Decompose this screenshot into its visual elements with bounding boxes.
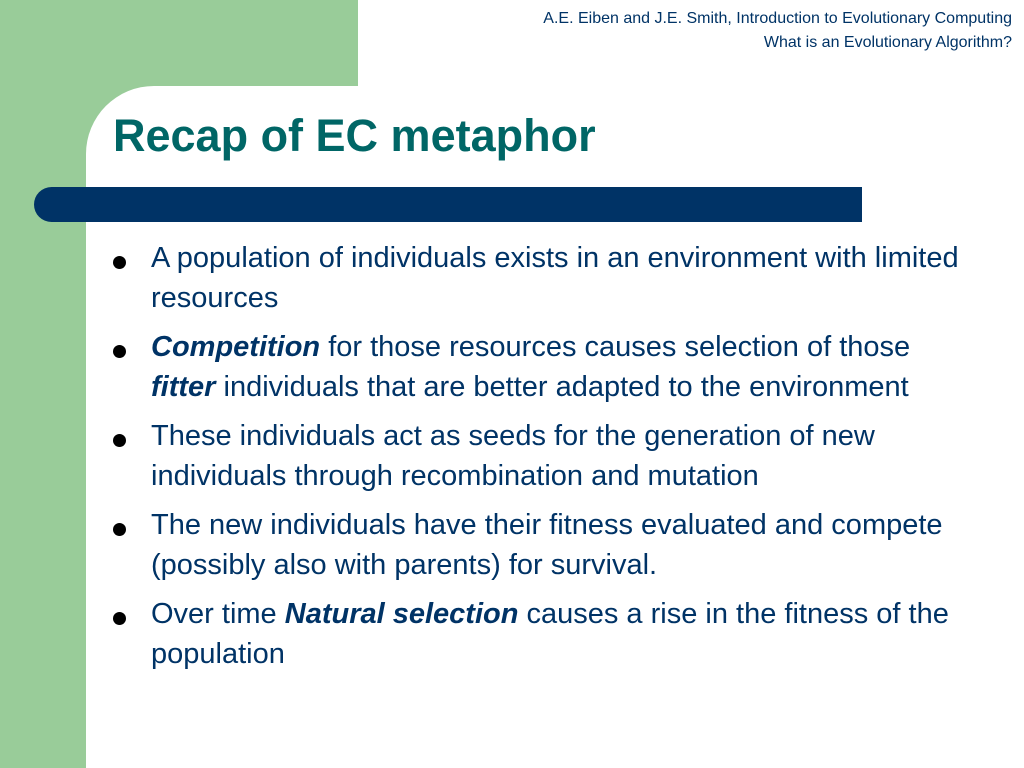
emphasis-term: Natural selection	[284, 598, 519, 630]
bullet-text	[151, 420, 875, 492]
bullet-item	[113, 416, 973, 496]
title-underline-bar	[34, 187, 862, 222]
bullet-text-segment: causes a rise in the fitness of the population	[151, 598, 949, 670]
emphasis-term: Competition	[151, 331, 321, 363]
bullet-dot-icon	[113, 256, 126, 269]
bullet-text-segment: A population of individuals exists in an environment with limited resources	[151, 242, 959, 314]
bullet-item	[113, 594, 973, 674]
bullet-dot-icon	[113, 345, 126, 358]
bullet-text-segment: These individuals act as seeds for the generation of new individuals through recombination and mutation	[151, 420, 875, 492]
slide-header	[543, 7, 1012, 55]
bullet-text	[151, 509, 943, 581]
bullet-text	[151, 598, 949, 670]
bullet-dot-icon	[113, 612, 126, 625]
header-book-title: A.E. Eiben and J.E. Smith, Introduction to Evolutionary Computing	[543, 10, 1012, 27]
bullet-dot-icon	[113, 434, 126, 447]
bullet-item	[113, 327, 973, 407]
bullet-item	[113, 505, 973, 585]
header-chapter-title: What is an Evolutionary Algorithm?	[763, 34, 1012, 51]
bullet-text	[151, 331, 910, 403]
bullet-text-segment: The new individuals have their fitness evaluated and compete (possibly also with parents) for survival.	[151, 509, 943, 581]
bullet-list	[113, 238, 973, 683]
bullet-text-segment: for those resources causes selection of those	[320, 331, 911, 363]
bullet-item	[113, 238, 973, 318]
bullet-text	[151, 242, 959, 314]
bullet-dot-icon	[113, 523, 126, 536]
bullet-text-segment: individuals that are better adapted to the environment	[215, 371, 909, 403]
slide-title: Recap of EC metaphor	[113, 110, 596, 161]
emphasis-term: fitter	[151, 371, 216, 403]
bullet-text-segment: Over time	[151, 598, 285, 630]
